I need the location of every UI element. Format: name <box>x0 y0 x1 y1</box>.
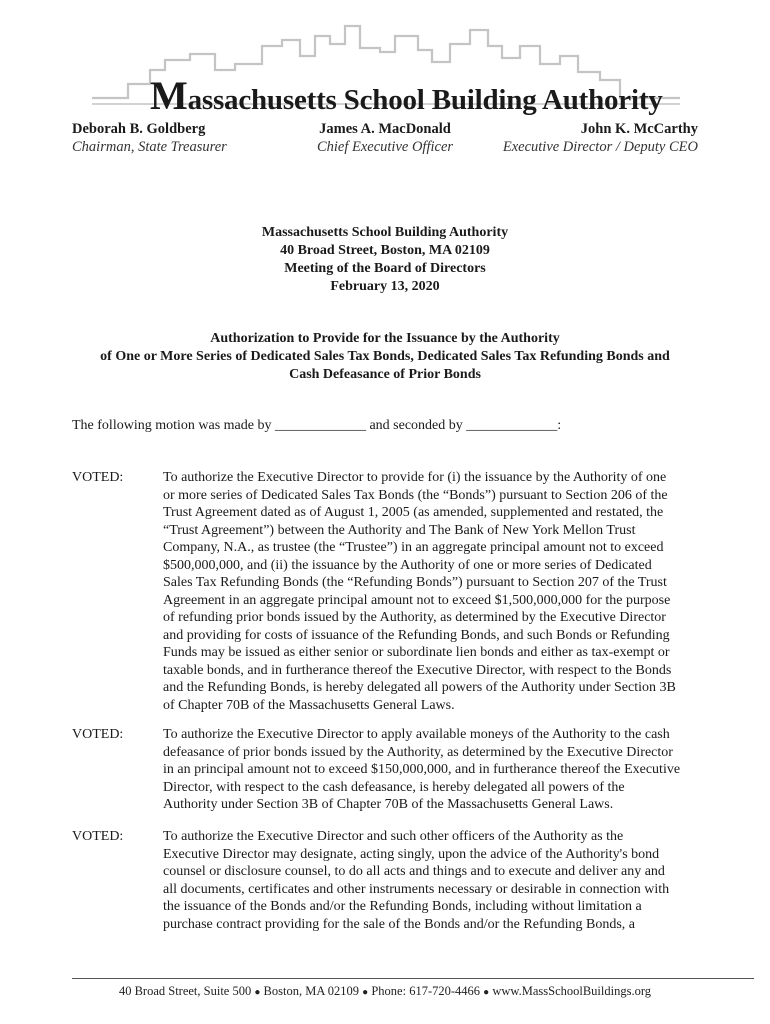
vote-line: Funds may be issued as either senior or subordinate lien bonds and either as tax-exempt or <box>163 645 670 660</box>
footer-divider <box>72 978 754 979</box>
vote-3 <box>72 828 702 933</box>
bullet-separator: ● <box>362 987 369 998</box>
vote-line: To authorize the Executive Director to apply available moneys of the Authority to the cash <box>163 727 670 742</box>
officer-name: James A. MacDonald <box>319 121 451 137</box>
officer-title: Executive Director / Deputy CEO <box>502 139 698 155</box>
vote-line: Authority under Section 3B of Chapter 70B of the Massachusetts General Laws. <box>163 797 614 812</box>
vote-line: To authorize the Executive Director to provide for (i) the issuance by the Authority of one <box>163 470 667 485</box>
heading-meeting: Meeting of the Board of Directors <box>284 261 486 276</box>
vote-text <box>163 469 702 714</box>
officer-ceo <box>290 120 480 156</box>
vote-line: taxable bonds, and in furtherance thereof the Executive Director, with respect to the Bonds <box>163 662 672 678</box>
vote-label: VOTED: <box>72 727 124 742</box>
bullet-separator: ● <box>483 987 490 998</box>
vote-line: Trust Agreement dated as of August 1, 2005 (as amended, supplemented and restated, the <box>163 505 664 520</box>
officer-name: Deborah B. Goldberg <box>72 121 206 137</box>
heading-date: February 13, 2020 <box>330 279 440 294</box>
officer-title: Chairman, State Treasurer <box>72 139 227 155</box>
vote-label: VOTED: <box>72 829 124 844</box>
vote-line: and providing for costs of issuance of the Refunding Bonds, and such Bonds or Refunding <box>163 627 670 643</box>
authorization-title-line: Cash Defeasance of Prior Bonds <box>289 367 481 382</box>
vote-1 <box>72 469 702 714</box>
vote-line: “Trust Agreement”) between the Authority and The Bank of New York Mellon Trust <box>163 522 636 538</box>
vote-line: defeasance of prior bonds issued by the Authority, as determined by the Executive Director <box>163 744 673 760</box>
vote-line: Agreement in an aggregate principal amount not to exceed $1,500,000,000 for the purpose <box>163 592 671 608</box>
motion-statement: The following motion was made by _____________ and seconded by _____________: <box>72 418 562 433</box>
vote-line: all documents, certificates and other instruments necessary or desirable in connection with <box>163 881 670 897</box>
letterhead <box>0 0 770 160</box>
footer <box>60 983 710 1001</box>
officer-name: John K. McCarthy <box>580 121 698 137</box>
vote-2 <box>72 726 702 814</box>
vote-line: of refunding prior bonds issued by the Authority, as determined by the Executive Director <box>163 610 666 625</box>
vote-line: $500,000,000, and (ii) the issuance by the Authority of one or more series of Dedicated <box>163 557 652 573</box>
officer-executive-director <box>503 120 698 156</box>
footer-address: 40 Broad Street, Suite 500 <box>118 984 252 998</box>
authorization-title-line: Authorization to Provide for the Issuance by the Authority <box>210 331 560 346</box>
vote-line: the issuance of the Bonds and/or the Refunding Bonds, including without limitation a <box>163 899 642 914</box>
vote-line: Sales Tax Refunding Bonds (the “Refunding Bonds”) pursuant to Section 207 of the Trust <box>163 575 667 590</box>
vote-line: counsel or disclosure counsel, to do all acts and things and to execute and deliver any and <box>163 864 665 879</box>
authorization-title-line: of One or More Series of Dedicated Sales Tax Bonds, Dedicated Sales Tax Refunding Bonds and <box>100 349 670 364</box>
vote-line: or more series of Dedicated Sales Tax Bonds (the “Bonds”) pursuant to Section 206 of the <box>163 487 668 503</box>
vote-text <box>163 828 702 933</box>
bullet-separator: ● <box>254 987 261 998</box>
authorization-title <box>60 330 710 384</box>
vote-line: Director, with respect to the cash defeasance, is hereby delegated all powers of the <box>163 779 625 795</box>
vote-text <box>163 726 702 814</box>
vote-line: of Chapter 70B of the Massachusetts General Laws. <box>163 697 455 713</box>
vote-line: purchase contract providing for the sale of the Bonds and/or the Refunding Bonds, a <box>163 916 635 932</box>
organization-name: Massachusetts School Building Authority <box>150 73 663 118</box>
vote-line: in an principal amount not to exceed $150,000,000, and in furtherance thereof the Executive <box>163 762 681 777</box>
vote-line: Company, N.A., as trustee (the “Trustee”) in an aggregate principal amount not to exceed <box>163 540 664 555</box>
footer-phone: Phone: 617-720-4466 <box>371 984 481 998</box>
heading-org: Massachusetts School Building Authority <box>261 225 509 240</box>
vote-line: To authorize the Executive Director and such other officers of the Authority as the <box>163 829 624 844</box>
officer-chairman <box>72 120 227 156</box>
officer-title: Chief Executive Officer <box>316 139 454 155</box>
meeting-heading <box>72 224 698 296</box>
footer-website-link[interactable]: www.MassSchoolBuildings.org <box>492 984 652 998</box>
vote-line: and the Refunding Bonds, is hereby delegated all powers of the Authority under Section 3B <box>163 680 676 695</box>
vote-line: Executive Director may designate, acting singly, upon the advice of the Authority's bond <box>163 846 660 862</box>
footer-city: Boston, MA 02109 <box>263 984 360 998</box>
vote-label: VOTED: <box>72 470 124 485</box>
heading-address: 40 Broad Street, Boston, MA 02109 <box>280 243 490 258</box>
